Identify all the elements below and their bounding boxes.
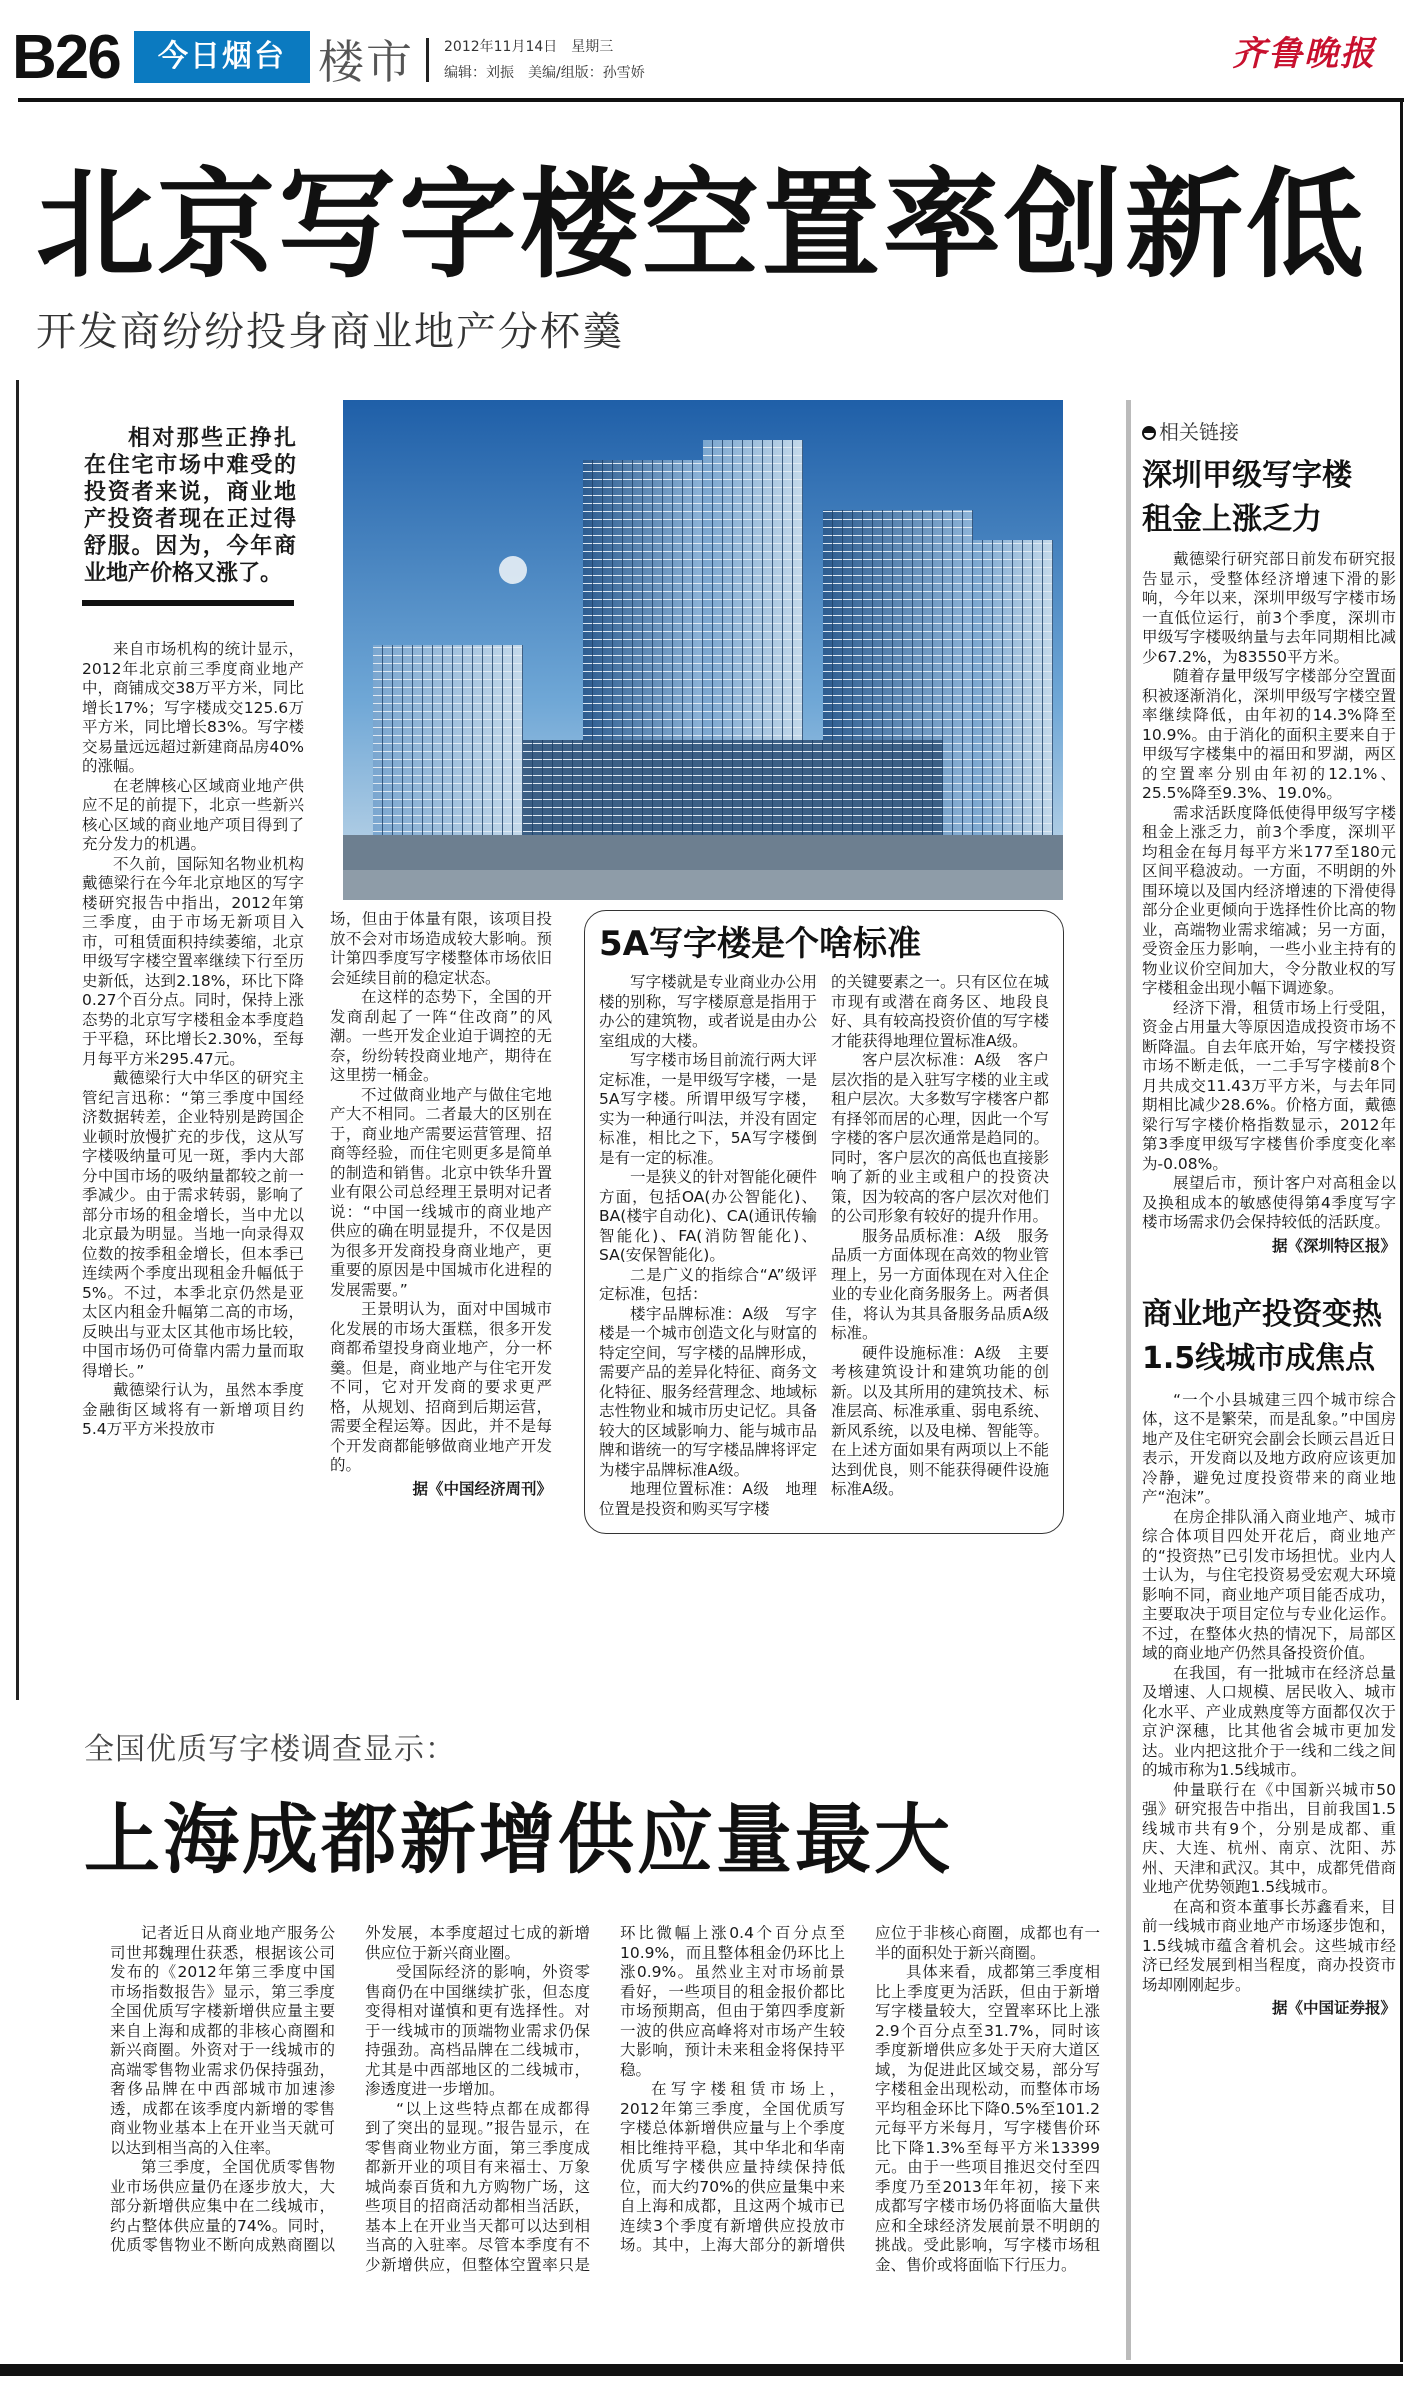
paragraph: 在高和资本董事长苏鑫看来，目前一线城市商业地产市场逐步饱和，1.5线城市蕴含着机会。这些城市经济已经发展到相当程度，商办投资市场却刚刚起步。 [1142,1897,1396,1994]
header-divider [426,38,429,82]
paragraph: 在这样的态势下，全国的开发商刮起了一阵“住改商”的风潮。一些开发企业迫于调控的无奈，纷纷转投商业地产，期待在这里捞一桶金。 [330,988,552,1084]
left-rule [16,380,19,1700]
story2-title-line1: 商业地产投资变热 [1142,1296,1382,1332]
header-rule [18,98,1404,102]
sidebar-rule [1126,400,1131,2360]
paragraph: 第三季度，全国优质零售物业市场供应量仍在逐步放大，大部分新增供应集中在二线城市，约占整体供应量的74%。同时，优质零售物业不断向成熟商圈以外发展，本季度超过七成的新增供应位于新兴商业圈。 [110,1924,590,2254]
footer-bar [0,2364,1403,2376]
bottom-kicker: 全国优质写字楼调查显示： [84,1732,456,1767]
story-spacer [1142,1257,1396,1293]
paragraph: 经济下滑，租赁市场上行受阻，资金占用量大等原因造成投资市场不断降温。自去年底开始，写字楼投资市场不断走低，一二手写字楼前8个月共成交11.43万平方米，与去年同期相比减少28.6%。价格方面，戴德梁行写字楼价格指数显示，2012年第3季度甲级写字楼售价季度变化率为-0.08%。 [1142,998,1396,1173]
paragraph: 王景明认为，面对中国城市化发展的市场大蛋糕，很多开发商都希望投身商业地产，分一杯羹。但是，商业地产与住宅开发不同，它对开发商的要求更严格，从规划、招商到后期运营，需要全程运筹。因此，并不是每个开发商都能够做商业地产开发的。 [330,1300,552,1474]
paragraph: 写字楼就是专业商业办公用楼的别称，写字楼原意是指用于办公的建筑物，或者说是由办公室组成的大楼。 [599,973,817,1050]
paragraph: 在我国，有一批城市在经济总量及增速、人口规模、居民收入、城市化水平、产业成熟度等方面都仅次于京沪深穗，比其他省会城市更加发达。业内把这批介于一线和二线之间的城市称为1.5线城市。 [1142,1663,1396,1779]
story1-source: 据《深圳特区报》 [1271,1236,1396,1255]
page-border [1400,98,1403,2362]
related-links-label [1142,418,1396,446]
page-number: B26 [12,23,120,92]
section-badge: 今日烟台 [134,31,310,83]
paragraph: 在老牌核心区域商业地产供应不足的前提下，北京一些新兴核心区域的商业地产项目得到了充分发力的机遇。 [82,776,304,853]
lead-paragraph: 相对那些正挣扎在住宅市场中难受的投资者来说，商业地产投资者现在正过得舒服。因为，今年商业地产价格又涨了。 [84,426,296,586]
office-building-photo [343,400,1063,900]
story2-title-line2: 1.5线城市成焦点 [1142,1340,1376,1376]
main-column-1 [82,640,304,1440]
main-headline: 北京写字楼空置率创新低 [36,156,1368,294]
paragraph: 场，但由于体量有限，该项目投放不会对市场造成较大影响。预计第四季度写字楼整体市场依旧会延续目前的稳定状态。 [330,910,552,987]
main-column-2-wrap [330,910,552,1500]
story1-title-line2: 租金上涨乏力 [1142,502,1322,537]
paragraph: 在写字楼租赁市场上，2012年第三季度，全国优质写字楼总体新增供应量与上个季度相比维持平稳，其中华北和华南优质写字楼供应量持续保持低位，而大约70%的供应量集中来自上海和成都，且这两个城市已连续3个季度有新增供应投放市场。其中，上海大部分的新增供应位于非核心商圈，成都也有一半的面积处于新兴商圈。 [620,1924,1100,2254]
issue-date: 2012年11月14日 星期三 [444,39,614,55]
paragraph: 展望后市，预计客户对高租金以及换租成本的敏感使得第4季度写字楼市场需求仍会保持较低的活跃度。 [1142,1174,1396,1231]
paragraph: 戴德梁行认为，虽然本季度金融街区域将有一新增项目约5.4万平方米投放市 [82,1381,304,1438]
paragraph: 不久前，国际知名物业机构戴德梁行在今年北京地区的写字楼研究报告中指出，2012年第三季度，由于市场无新项目入市，可租赁面积持续萎缩，北京甲级写字楼空置率继续下行至历史新低，达到2.18%，环比下降0.27个百分点。同时，保持上涨态势的北京写字楼租金本季度趋于平稳，环比增长2.30%，至每月每平方米295.47元。 [82,854,304,1068]
paragraph: 二是广义的指综合“A”级评定标准，包括： [599,1265,817,1303]
related-links-text: 相关链接 [1159,420,1239,444]
story1-title-line1: 深圳甲级写字楼 [1142,458,1352,493]
paragraph: 戴德梁行大中华区的研究主管纪言迅称：“第三季度中国经济数据转差，企业特别是跨国企业顿时放慢扩充的步伐，这从写字楼吸纳量可见一斑，季内大部分中国市场的吸纳量都较之前一季减少。由于需求转弱，影响了部分市场的租金增长，当中尤以北京最为明显。当地一向录得双位数的按季租金增长，但本季已连续两个季度出现租金升幅低于5%。不过，本季北京仍然是亚太区内租金升幅第二高的市场，反映出与亚太区其他市场比较，中国市场仍可倚靠内需力量而取得增长。” [82,1069,304,1380]
paragraph: 来自市场机构的统计显示，2012年北京前三季度商业地产中，商铺成交38万平方米，同比增长17%；写字楼成交125.6万平方米，同比增长83%。写字楼交易量远远超过新建商品房40%的涨幅。 [82,640,304,775]
paragraph: 随着存量甲级写字楼部分空置面积被逐渐消化，深圳甲级写字楼空置率继续降低，由年初的14.3%降至10.9%。由于消化的面积主要来自于甲级写字楼集中的福田和罗湖，两区的空置率分别由年初的12.1%、25.5%降至9.3%、19.0%。 [1142,667,1396,802]
story1-body [1142,550,1396,1233]
paragraph: 记者近日从商业地产服务公司世邦魏理仕获悉，根据该公司发布的《2012年第三季度中国市场指数报告》显示，第三季度全国优质写字楼新增供应量主要来自上海和成都的非核心商圈和新兴商圈。外资对于一线城市的高端零售物业需求仍保持强劲，奢侈品牌在中西部城市加速渗透，成都在该季度内新增的零售商业物业基本上在开业当天就可以达到相当高的入住率。 [110,1924,335,2157]
paragraph: 硬件设施标准：A级 主要考核建筑设计和建筑功能的创新。以及其所用的建筑技术、标准层高、标准承重、弱电系统、新风系统，以及电梯、智能等。在上述方面如果有两项以上不能达到优良，则不能获得硬件设施标准A级。 [831,1343,1049,1498]
paragraph: 服务品质标准：A级 服务品质一方面体现在高效的物业管理上，另一方面体现在对入住企业的专业化商务服务上。两者俱佳，将认为其具备服务品质A级标准。 [831,1226,1049,1342]
story2-body [1142,1391,1396,1996]
paragraph: 具体来看，成都第三季度相比上季度更为活跃，但由于新增写字楼量较大，空置率环比上涨2.9个百分点至31.7%，同时该季度新增供应多处于天府大道区域，为促进此区域交易，部分写字楼租金出现松动，而整体市场平均租金环比下降0.5%至101.2元每平方米每月，写字楼售价环比下降1.3%至每平方米13399元。由于一些项目推迟交付至四季度乃至2013年年初，接下来成都写字楼市场仍将面临大量供应和全球经济发展前景不明朗的挑战。受此影响，写字楼市场租金、售价或将面临下行压力。 [875,1963,1100,2274]
sidebar-box-5a [584,910,1064,1534]
newspaper-logo: 齐鲁晚报 [1232,34,1376,74]
bottom-body [110,1924,1100,2275]
editor-credits: 编辑：刘振 美编/组版：孙雪娇 [444,65,645,81]
bottom-headline: 上海成都新增供应量最大 [84,1795,953,1884]
paragraph: 在房企排队涌入商业地产、城市综合体项目四处开花后，商业地产的“投资热”已引发市场担忧。业内人士认为，与住宅投资易受宏观大环境影响不同，商业地产项目能否成功，主要取决于项目定位与专业化运作。不过，在整体火热的情况下，局部区域的商业地产仍然具备投资价值。 [1142,1507,1396,1662]
paragraph: 需求活跃度降低使得甲级写字楼租金上涨乏力，前3个季度，深圳平均租金在每月每平方米177至180元区间平稳波动。一方面，不明朗的外围环境以及国内经济增速的下滑使得部分企业更倾向于选择性价比高的物业，高端物业需求缩减；另一方面，受资金压力影响，一些小业主持有的物业议价空间加大，令分散业权的写字楼租金出现小幅下调迹象。 [1142,803,1396,997]
paragraph: “一个小县城建三四个城市综合体，这不是繁荣，而是乱象。”中国房地产及住宅研究会副会长顾云昌近日表示，开发商以及地方政府应该更加冷静，避免过度投资带来的商业地产“泡沫”。 [1142,1390,1396,1506]
paragraph: 楼宇品牌标准：A级 写字楼是一个城市创造文化与财富的特定空间，写字楼的品牌形成，需要产品的差异化特征、商务文化特征、服务经营理念、地域标志性物业和城市历史记忆。具备较大的区域影响力、能与城市品牌和谐统一的写字楼品牌将评定为楼宇品牌标准A级。 [599,1304,817,1479]
box-5a-title: 5A写字楼是个啥标准 [599,924,921,964]
paragraph: 仲量联行在《中国新兴城市50强》研究报告中指出，目前我国1.5线城市共有9个，分别是成都、重庆、大连、杭州、南京、沈阳、苏州、天津和武汉。其中，成都凭借商业地产优势领跑1.5线城市。 [1142,1780,1396,1896]
paragraph: 一是狭义的针对智能化硬件方面，包括OA(办公智能化)、BA(楼宇自动化)、CA(通讯传输智能化)、FA(消防智能化)、SA(安保智能化)。 [599,1168,817,1264]
main-column-2 [330,910,552,1476]
main-source: 据《中国经济周刊》 [412,1479,552,1498]
paragraph: 不过做商业地产与做住宅地产大不相同。二者最大的区别在于，商业地产需要运营管理、招商等经验，而住宅则更多是简单的制造和销售。北京中铁华升置业有限公司总经理王景明对记者说：“中国一线城市的商业地产供应的确在明显提升，不仅是因为很多开发商投身商业地产，更重要的原因是中国城市化进程的发展需要。” [330,1085,552,1299]
related-links-sidebar [1142,418,1396,2019]
paragraph: 的关键要素之一。只有区位在城市现有或潜在商务区、地段良好、具有较高投资价值的写字楼才能获得地理位置标准A级。 [831,973,1049,1050]
bullet-icon [1142,426,1156,440]
main-subhead: 开发商纷纷投身商业地产分杯羹 [36,309,624,355]
paragraph: 戴德梁行研究部日前发布研究报告显示，受整体经济增速下滑的影响，今年以来，深圳甲级写字楼市场一直低位运行，前3个季度，深圳市甲级写字楼吸纳量与去年同期相比减少67.2%，为83550平方米。 [1142,550,1396,666]
box-5a-column-a [599,973,817,1519]
box-5a-column-b [831,973,1049,1519]
column-name: 楼市 [318,35,414,89]
box-5a-columns [599,973,1049,1519]
paragraph: 写字楼市场目前流行两大评定标准，一是甲级写字楼，一是5A写字楼。所谓甲级写字楼，实为一种通行叫法，并没有固定标准，相比之下，5A写字楼倒是有一定的标准。 [599,1051,817,1167]
paragraph: 客户层次标准：A级 客户层次指的是入驻写字楼的业主或租户层次。大多数写字楼客户都有择邻而居的心理，因此一个写字楼的客户层次通常是趋同的。同时，客户层次的高低也直接影响了新的业主或租户的投资决策，因为较高的客户层次对他们的公司形象有较好的提升作用。 [831,1051,1049,1225]
paragraph: 受国际经济的影响，外资零售商仍在中国继续扩张，但态度变得相对谨慎和更有选择性。对于一线城市的顶端物业需求仍保持强劲。高档品牌在二线城市，尤其是中西部地区的二线城市，渗透度进一步增加。 [365,1963,590,2098]
paragraph: “以上这些特点都在成都得到了突出的显现。”报告显示，在零售商业物业方面，第三季度成都新开业的项目有来福士、万象城尚泰百货和九方购物广场，这些项目的招商活动都相当活跃，基本上在开业当天都可以达到相当高的入驻率。尽管本季度有不少新增供应，但整体空置率只是环比微幅上涨0.4个百分点至10.9%，而且整体租金仍环比上涨0.9%。虽然业主对市场前景看好，一些项目的租金报价都比市场预期高，但由于第四季度新一波的供应高峰将对市场产生较大影响，预计未来租金将保持平稳。 [365,1924,845,2274]
lead-rule [82,600,294,606]
story2-source: 据《中国证券报》 [1271,1999,1396,2017]
paragraph: 地理位置标准：A级 地理位置是投资和购买写字楼 [599,1480,817,1518]
